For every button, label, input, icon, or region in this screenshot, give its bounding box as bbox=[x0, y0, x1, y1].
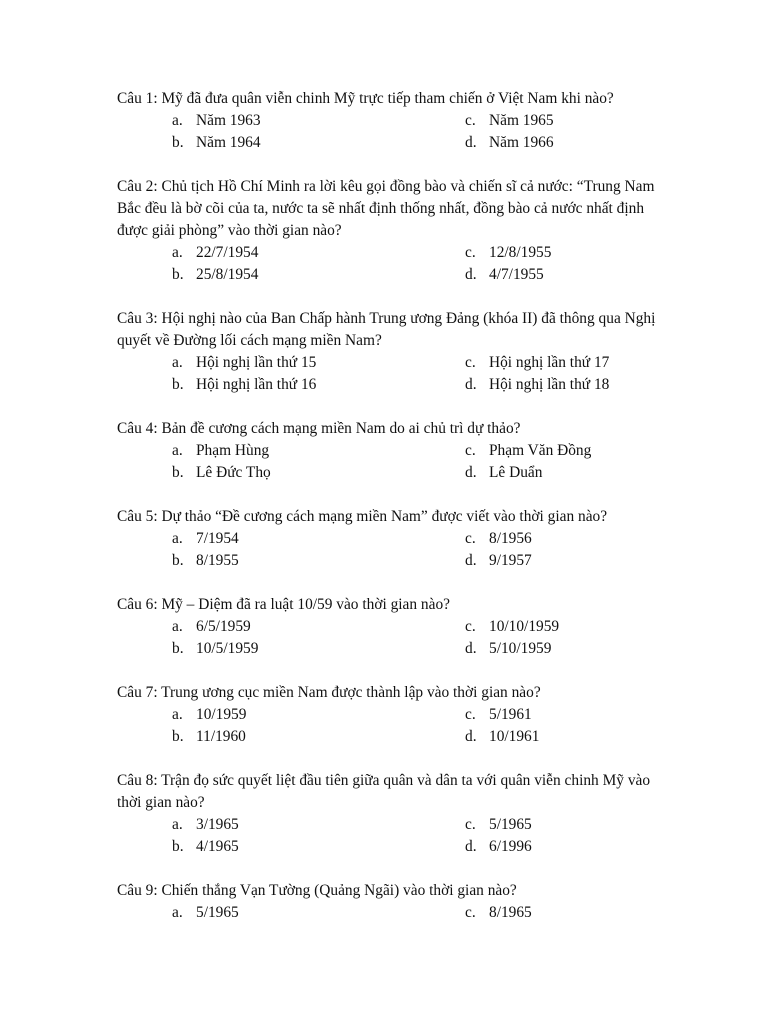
option-text: Hội nghị lần thứ 18 bbox=[489, 376, 610, 393]
answer-option bbox=[117, 462, 410, 484]
option-letter: b. bbox=[172, 376, 184, 393]
answer-option bbox=[410, 242, 630, 264]
question-2 bbox=[117, 176, 662, 286]
option-text: 8/1956 bbox=[489, 530, 532, 547]
option-letter: a. bbox=[172, 354, 183, 371]
answer-option bbox=[117, 352, 410, 374]
document-page bbox=[117, 88, 662, 946]
option-text: Hội nghị lần thứ 16 bbox=[196, 376, 317, 393]
answer-option bbox=[410, 726, 630, 748]
answer-option bbox=[410, 638, 630, 660]
option-text: Phạm Hùng bbox=[196, 442, 270, 459]
option-letter: b. bbox=[172, 640, 184, 657]
answer-option bbox=[117, 528, 410, 550]
answer-option bbox=[117, 726, 410, 748]
option-letter: a. bbox=[172, 816, 183, 833]
answer-option bbox=[117, 132, 410, 154]
option-letter: d. bbox=[465, 266, 477, 283]
question-6 bbox=[117, 594, 662, 660]
answer-option bbox=[410, 528, 630, 550]
answer-option bbox=[117, 264, 410, 286]
answer-option bbox=[410, 836, 630, 858]
answer-option bbox=[410, 550, 630, 572]
option-text: 10/10/1959 bbox=[489, 618, 560, 635]
question-text: Câu 4: Bản đề cương cách mạng miền Nam do ai chủ trì dự thảo? bbox=[117, 420, 521, 437]
answer-options bbox=[117, 814, 662, 858]
question-3 bbox=[117, 308, 662, 396]
option-letter: c. bbox=[465, 354, 476, 371]
option-letter: a. bbox=[172, 112, 183, 129]
answer-option bbox=[117, 110, 410, 132]
question-text: Câu 9: Chiến thắng Vạn Tường (Quảng Ngãi) vào thời gian nào? bbox=[117, 882, 517, 899]
answer-option bbox=[410, 132, 630, 154]
question-4 bbox=[117, 418, 662, 484]
option-letter: b. bbox=[172, 728, 184, 745]
answer-option bbox=[410, 616, 630, 638]
answer-options bbox=[117, 242, 662, 286]
option-text: 11/1960 bbox=[196, 728, 246, 745]
answer-option bbox=[117, 550, 410, 572]
option-letter: b. bbox=[172, 838, 184, 855]
answer-option bbox=[410, 352, 630, 374]
answer-option bbox=[117, 638, 410, 660]
answer-options bbox=[117, 616, 662, 660]
option-letter: b. bbox=[172, 134, 184, 151]
option-text: 5/1965 bbox=[489, 816, 532, 833]
answer-option bbox=[410, 704, 630, 726]
option-text: 10/5/1959 bbox=[196, 640, 259, 657]
answer-option bbox=[117, 242, 410, 264]
option-text: 25/8/1954 bbox=[196, 266, 259, 283]
option-text: 10/1959 bbox=[196, 706, 247, 723]
option-text: Năm 1964 bbox=[196, 134, 261, 151]
option-text: 5/1965 bbox=[196, 904, 239, 921]
option-text: Năm 1963 bbox=[196, 112, 261, 129]
question-text: Câu 6: Mỹ – Diệm đã ra luật 10/59 vào thời gian nào? bbox=[117, 596, 450, 613]
answer-option bbox=[410, 110, 630, 132]
option-letter: d. bbox=[465, 552, 477, 569]
answer-option bbox=[117, 814, 410, 836]
question-9 bbox=[117, 880, 662, 924]
option-text: 5/1961 bbox=[489, 706, 532, 723]
option-text: 5/10/1959 bbox=[489, 640, 552, 657]
option-letter: a. bbox=[172, 244, 183, 261]
question-5 bbox=[117, 506, 662, 572]
option-text: Năm 1965 bbox=[489, 112, 554, 129]
option-letter: a. bbox=[172, 706, 183, 723]
question-text: Câu 3: Hội nghị nào của Ban Chấp hành Trung ương Đảng (khóa II) đã thông qua Nghị quyết về Đường lối cách mạng miền Nam? bbox=[117, 310, 656, 349]
option-text: 9/1957 bbox=[489, 552, 532, 569]
option-text: 4/1965 bbox=[196, 838, 239, 855]
answer-option bbox=[117, 902, 410, 924]
option-letter: b. bbox=[172, 464, 184, 481]
option-text: 6/1996 bbox=[489, 838, 532, 855]
option-text: 7/1954 bbox=[196, 530, 239, 547]
option-text: Hội nghị lần thứ 17 bbox=[489, 354, 610, 371]
answer-option bbox=[117, 374, 410, 396]
answer-options bbox=[117, 440, 662, 484]
question-1 bbox=[117, 88, 662, 154]
answer-options bbox=[117, 110, 662, 154]
question-text: Câu 5: Dự thảo “Đề cương cách mạng miền Nam” được viết vào thời gian nào? bbox=[117, 508, 608, 525]
answer-option bbox=[410, 264, 630, 286]
option-text: Hội nghị lần thứ 15 bbox=[196, 354, 317, 371]
option-letter: b. bbox=[172, 266, 184, 283]
option-letter: c. bbox=[465, 442, 476, 459]
option-letter: c. bbox=[465, 112, 476, 129]
answer-options bbox=[117, 704, 662, 748]
option-letter: b. bbox=[172, 552, 184, 569]
option-letter: a. bbox=[172, 904, 183, 921]
question-7 bbox=[117, 682, 662, 748]
question-text: Câu 1: Mỹ đã đưa quân viễn chinh Mỹ trực tiếp tham chiến ở Việt Nam khi nào? bbox=[117, 90, 614, 107]
option-letter: c. bbox=[465, 530, 476, 547]
option-letter: c. bbox=[465, 618, 476, 635]
option-letter: c. bbox=[465, 816, 476, 833]
answer-option bbox=[410, 814, 630, 836]
option-letter: d. bbox=[465, 464, 477, 481]
answer-option bbox=[117, 616, 410, 638]
answer-options bbox=[117, 902, 662, 924]
question-text: Câu 7: Trung ương cục miền Nam được thành lập vào thời gian nào? bbox=[117, 684, 541, 701]
answer-option bbox=[410, 440, 630, 462]
option-text: 4/7/1955 bbox=[489, 266, 544, 283]
option-letter: c. bbox=[465, 706, 476, 723]
option-text: Lê Duẩn bbox=[489, 464, 543, 481]
option-letter: d. bbox=[465, 376, 477, 393]
option-letter: d. bbox=[465, 134, 477, 151]
answer-option bbox=[410, 462, 630, 484]
question-text: Câu 8: Trận đọ sức quyết liệt đầu tiên giữa quân và dân ta với quân viễn chinh Mỹ vào thời gian nào? bbox=[117, 772, 651, 811]
option-text: 6/5/1959 bbox=[196, 618, 251, 635]
option-text: Năm 1966 bbox=[489, 134, 554, 151]
option-text: 10/1961 bbox=[489, 728, 540, 745]
option-letter: a. bbox=[172, 442, 183, 459]
answer-option bbox=[117, 704, 410, 726]
option-letter: d. bbox=[465, 728, 477, 745]
answer-option bbox=[410, 902, 630, 924]
question-8 bbox=[117, 770, 662, 858]
option-letter: a. bbox=[172, 618, 183, 635]
option-text: 3/1965 bbox=[196, 816, 239, 833]
option-text: 8/1955 bbox=[196, 552, 239, 569]
option-text: 22/7/1954 bbox=[196, 244, 259, 261]
option-text: Lê Đức Thọ bbox=[196, 464, 271, 481]
answer-options bbox=[117, 528, 662, 572]
option-text: 8/1965 bbox=[489, 904, 532, 921]
option-text: Phạm Văn Đồng bbox=[489, 442, 592, 459]
answer-option bbox=[117, 440, 410, 462]
answer-options bbox=[117, 352, 662, 396]
option-letter: a. bbox=[172, 530, 183, 547]
answer-option bbox=[410, 374, 630, 396]
option-letter: c. bbox=[465, 244, 476, 261]
option-letter: d. bbox=[465, 640, 477, 657]
option-text: 12/8/1955 bbox=[489, 244, 552, 261]
question-text: Câu 2: Chủ tịch Hồ Chí Minh ra lời kêu gọi đồng bào và chiến sĩ cả nước: “Trung Nam Bắc đều là bờ cõi của ta, nước ta sẽ nhất định thống nhất, đồng bào cả nước nhất định được giải phòng” vào thời gian nào? bbox=[117, 178, 655, 239]
option-letter: c. bbox=[465, 904, 476, 921]
answer-option bbox=[117, 836, 410, 858]
option-letter: d. bbox=[465, 838, 477, 855]
